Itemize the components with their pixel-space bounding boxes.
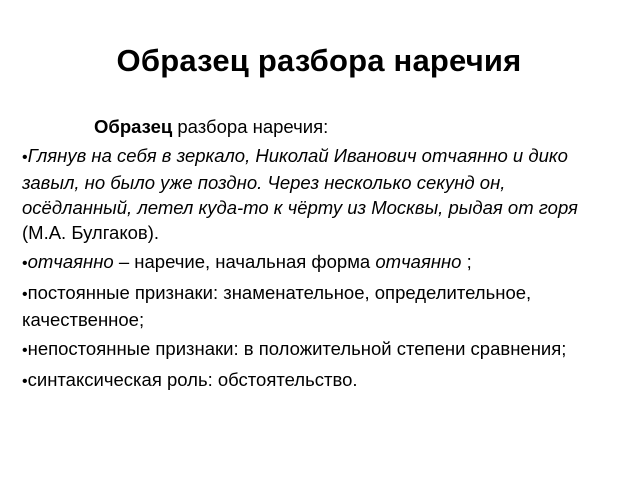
syntactic-role-text: синтаксическая роль: обстоятельство. <box>27 369 358 390</box>
bullet-icon: • <box>22 373 28 390</box>
example-quote: Глянув на себя в зеркало, Николай Иванович отчаянно и дико завыл, но было уже поздно. Через несколько секунд он, осёдланный, летел куда-то к чёрту из Москвы, рыдая от горя <box>22 145 578 218</box>
variable-features-text: непостоянные признаки: в положительной степени сравнения; <box>27 338 567 359</box>
bullet-icon: • <box>22 149 28 166</box>
list-item-syntactic-role <box>22 367 612 394</box>
intro-rest: разбора наречия: <box>172 116 329 137</box>
word-italic: отчаянно <box>27 251 114 272</box>
bullet-icon: • <box>22 255 28 272</box>
constant-features-text: постоянные признаки: знаменательное, определительное, качественное; <box>22 282 532 330</box>
intro-line <box>22 114 612 139</box>
bullet-icon: • <box>22 286 28 303</box>
slide-title: Образец разбора наречия <box>116 43 522 78</box>
list-item-part-of-speech <box>22 249 612 276</box>
intro-bold: Образец <box>94 116 173 137</box>
part-of-speech-tail: ; <box>461 251 472 272</box>
bullet-icon: • <box>22 342 28 359</box>
initial-form-italic: отчаянно <box>375 251 462 272</box>
example-author: (М.А. Булгаков). <box>22 222 160 243</box>
slide-body <box>22 114 612 394</box>
part-of-speech-text: – наречие, начальная форма <box>113 251 376 272</box>
list-item-variable-features <box>22 336 612 363</box>
list-item-constant-features <box>22 280 612 332</box>
list-item-example <box>22 143 612 245</box>
